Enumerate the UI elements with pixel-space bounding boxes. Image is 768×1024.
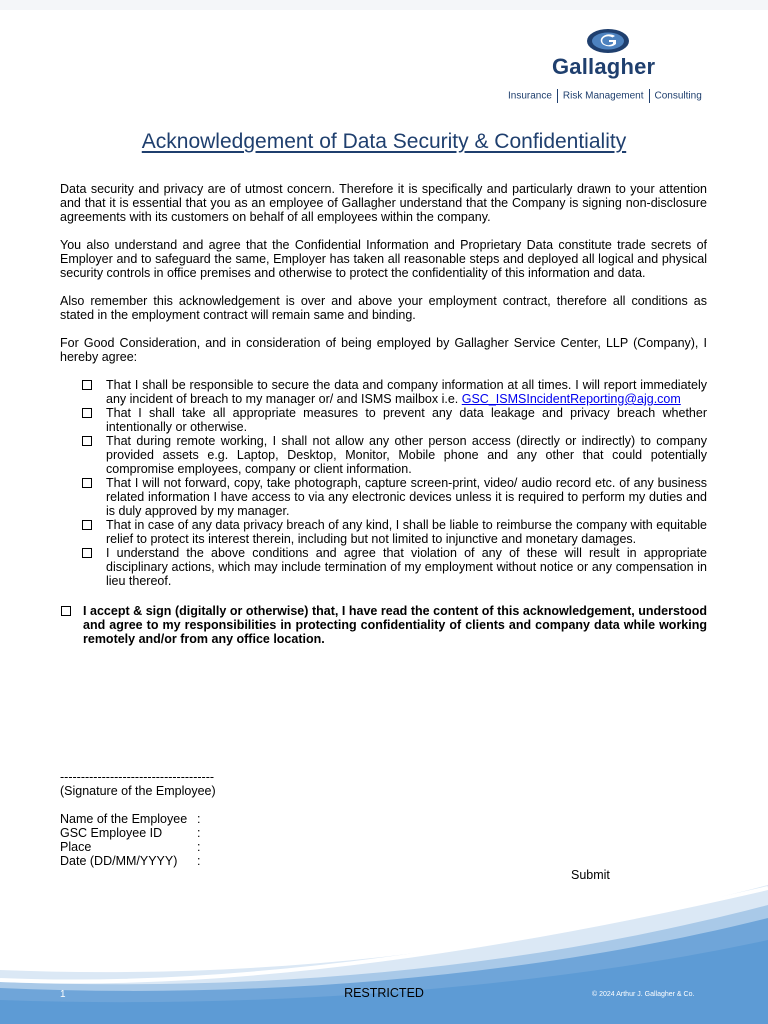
place-label: Place (60, 840, 92, 854)
document-body (60, 182, 707, 646)
agreement-item (82, 434, 707, 476)
tagline-consulting: Consulting (654, 90, 702, 102)
top-strip (0, 0, 768, 10)
checkbox[interactable] (82, 408, 92, 418)
tagline-divider (557, 89, 558, 103)
agreement-item (82, 476, 707, 518)
checkbox[interactable] (82, 520, 92, 530)
signature-line[interactable]: ------------------------------------- (60, 770, 215, 784)
checkbox[interactable] (82, 436, 92, 446)
employee-name-label: Name of the Employee (60, 812, 188, 826)
employee-id-label: GSC Employee ID (60, 826, 163, 840)
paragraph-consideration: For Good Consideration, and in consideration of being employed by Gallagher Service Center, LLP (Company), I hereby agree: (60, 336, 707, 364)
accept-statement (60, 604, 707, 646)
field-row-place[interactable] (60, 840, 200, 854)
tagline-insurance: Insurance (508, 90, 552, 102)
checkbox[interactable] (82, 478, 92, 488)
paragraph-employment-contract: Also remember this acknowledgement is over and above your employment contract, therefore all conditions as stated in the employment contract will remain same and binding. (60, 294, 707, 322)
agreement-item (82, 546, 707, 588)
classification-label: RESTRICTED (344, 986, 424, 1000)
checkbox[interactable] (82, 380, 92, 390)
field-colon: : (197, 826, 201, 840)
field-row-name[interactable] (60, 812, 200, 826)
agreement-text: That I shall be responsible to secure the data and company information at all times. I will report immediately any incident of breach to my manager or/ and ISMS mailbox i.e. (106, 378, 707, 406)
agreement-item (82, 406, 707, 434)
field-colon: : (197, 854, 201, 868)
document-title (0, 130, 768, 154)
tagline-risk-management: Risk Management (562, 90, 644, 102)
submit-button[interactable]: Submit (571, 868, 610, 882)
signature-block (60, 770, 216, 798)
agreement-text: That in case of any data privacy breach of any kind, I shall be liable to reimburse the company with equitable relief to protect its interest therein, including but not limited to injunctive and monetary damages. (106, 518, 707, 546)
agreement-list (60, 378, 707, 588)
date-label: Date (DD/MM/YYYY) (60, 854, 178, 868)
accept-text: I accept & sign (digitally or otherwise) that, I have read the content of this acknowledgement, understood and agree to my responsibilities in protecting confidentiality of clients and company data while working remotely and/or from any office location. (83, 604, 707, 646)
agreement-item (82, 378, 707, 406)
tagline-divider (649, 89, 650, 103)
agreement-text: That I will not forward, copy, take photograph, capture screen-print, video/ audio record etc. of any business related information I have access to via any electronic devices unless it is required to perform my duties and is duly approved by my manager. (106, 476, 707, 518)
paragraph-intro: Data security and privacy are of utmost concern. Therefore it is specifically and particularly drawn to your attention and that it is essential that you as an employee of Gallagher understand that the Company is signing non-disclosure agreements with its customers on behalf of all employees within the company. (60, 182, 707, 224)
agreement-item (82, 518, 707, 546)
checkbox[interactable] (82, 548, 92, 558)
agreement-text: That during remote working, I shall not allow any other person access (directly or indirectly) to company provided assets e.g. Laptop, Desktop, Monitor, Mobile phone and any other that could potentially compromise employees, company or client information. (106, 434, 707, 476)
signature-label: (Signature of the Employee) (60, 784, 216, 798)
document-title-text: Acknowledgement of Data Security & Confidentiality (141, 130, 627, 153)
isms-email-link[interactable]: GSC_ISMSIncidentReporting@ajg.com (461, 392, 681, 406)
paragraph-trade-secrets: You also understand and agree that the Confidential Information and Proprietary Data constitute trade secrets of Employer and to safeguard the same, Employer has taken all reasonable steps and deployed all logical and physical security controls in office premises and otherwise to protect the confidentiality of this information and data. (60, 238, 707, 280)
agreement-text: That I shall take all appropriate measures to prevent any data leakage and privacy breach whether intentionally or otherwise. (106, 406, 707, 434)
field-colon: : (197, 840, 201, 854)
page-number: 1 (60, 989, 66, 1000)
accept-checkbox[interactable] (61, 606, 71, 616)
copyright-notice: © 2024 Arthur J. Gallagher & Co. (592, 991, 695, 998)
logo-wordmark: Gallagher (552, 54, 656, 79)
logo-tagline (508, 89, 702, 103)
gallagher-emblem-icon (586, 28, 630, 54)
field-row-employee-id[interactable] (60, 826, 200, 840)
gallagher-logo (500, 24, 715, 108)
agreement-text: I understand the above conditions and agree that violation of any of these will result in appropriate disciplinary actions, which may include termination of my employment without notice or any compensation in lieu thereof. (106, 546, 707, 588)
field-colon: : (197, 812, 201, 826)
